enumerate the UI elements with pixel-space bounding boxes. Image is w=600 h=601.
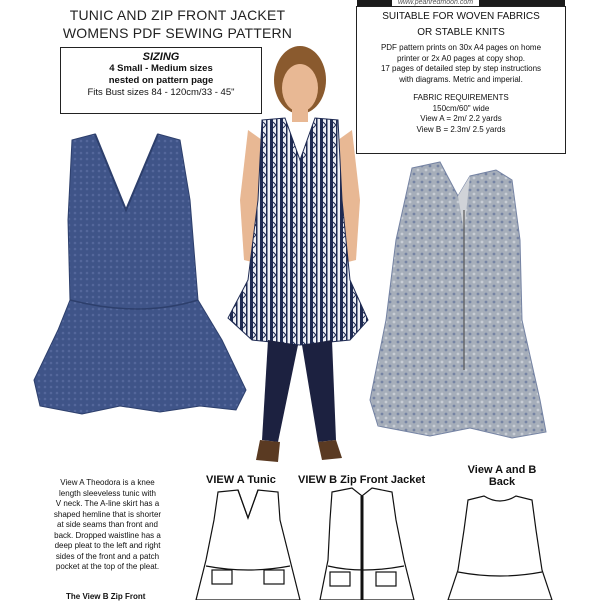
sizing-heading: SIZING (142, 51, 180, 63)
pattern-info-line-2: printer or 2x A0 pages at copy shop. (396, 53, 526, 63)
view-b-jacket-drawing (320, 488, 414, 600)
title-line-2: WOMENS PDF SEWING PATTERN (62, 25, 293, 41)
title-line-1: TUNIC AND ZIP FRONT JACKET (69, 7, 286, 23)
model-photo (228, 46, 368, 462)
desc-line-4: shaped hemline that is shorter (53, 509, 162, 519)
pattern-info-line-1: PDF pattern prints on 30x A4 pages on home (380, 43, 542, 52)
sizing-line-2: nested on pattern page (108, 75, 214, 86)
back-view-drawing (448, 496, 552, 600)
desc-line-9: pocket at the top of the pleat. (55, 562, 160, 571)
tunic-photo (34, 134, 246, 414)
desc-line-1: View A Theodora is a knee (60, 478, 155, 487)
view-ab-back-line-1: View A and B (467, 464, 537, 476)
desc-line-7: deep pleat to the left and right (54, 541, 161, 550)
view-ab-back-label (452, 464, 552, 488)
desc-line-2: length sleeveless tunic with (59, 488, 156, 498)
fabric-heading: FABRIC REQUIREMENTS (413, 93, 509, 102)
site-url: www.pearlredmoon.com (392, 0, 479, 6)
jacket-photo (370, 162, 546, 438)
view-a-label: VIEW A Tunic (206, 474, 276, 486)
view-a-description (40, 478, 175, 573)
desc-line-5: at side seams than front and (57, 520, 158, 529)
pattern-info-line-3: 17 pages of detailed step by step instructions (380, 64, 542, 73)
fabric-suitability-line-1: SUITABLE FOR WOVEN FABRICS (382, 11, 540, 22)
sizing-line-1: 4 Small - Medium sizes (109, 63, 213, 74)
desc-line-6: back. Dropped waistline has a (54, 530, 161, 540)
fabric-view-b: View B = 2.3m/ 2.5 yards (416, 124, 506, 134)
view-a-tunic-drawing (196, 490, 300, 600)
view-b-label: VIEW B Zip Front Jacket (298, 474, 426, 486)
view-b-description-start: The View B Zip Front (66, 592, 146, 601)
desc-line-8: sides of the front and a patch (55, 551, 160, 561)
fabric-width: 150cm/60" wide (432, 103, 490, 113)
desc-line-3: V neck. The A-line skirt has a (55, 499, 160, 508)
sizing-line-3: Fits Bust sizes 84 - 120cm/33 - 45" (87, 87, 235, 98)
pattern-info-line-4: with diagrams. Metric and imperial. (399, 74, 523, 84)
view-ab-back-line-2: Back (488, 476, 516, 488)
fabric-suitability-line-2: OR STABLE KNITS (417, 27, 505, 38)
fabric-view-a: View A = 2m/ 2.2 yards (420, 114, 502, 123)
